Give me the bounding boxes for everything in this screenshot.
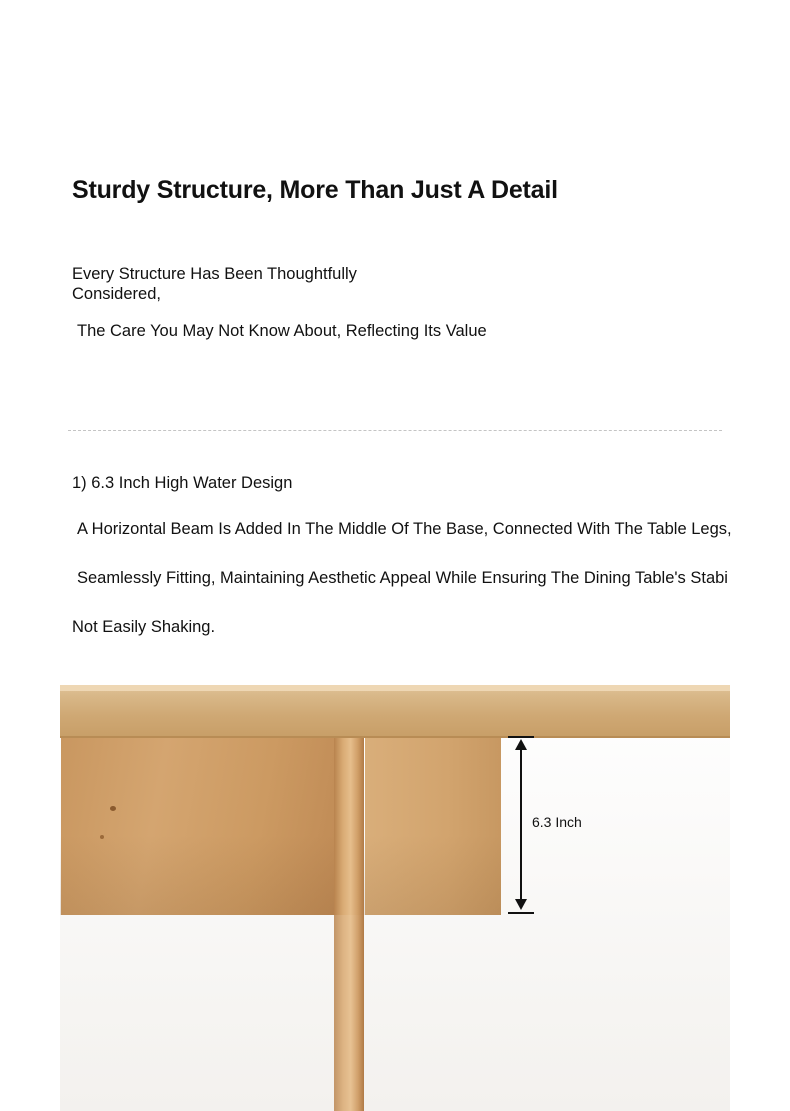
intro-line-1: Every Structure Has Been Thoughtfully (72, 265, 357, 283)
section-body-line-3: Not Easily Shaking. (72, 618, 216, 636)
intro-line-2: Considered, (72, 285, 161, 303)
section-heading: 1) 6.3 Inch High Water Design (72, 474, 293, 492)
intro-line-3: The Care You May Not Know About, Reflecting Its Value (77, 322, 487, 340)
dimension-tick-bottom (508, 912, 534, 914)
wood-knot (110, 806, 116, 811)
dimension-line (520, 745, 522, 905)
table-top (60, 685, 730, 738)
table-product-photo (60, 685, 730, 1111)
section-body-line-1: A Horizontal Beam Is Added In The Middle Of The Base, Connected With The Table Legs, (77, 520, 732, 538)
section-body-line-2: Seamlessly Fitting, Maintaining Aesthetic Appeal While Ensuring The Dining Table's Stabi (77, 569, 728, 587)
dimension-label: 6.3 Inch (532, 814, 582, 830)
page-title: Sturdy Structure, More Than Just A Detail (72, 176, 558, 204)
wood-knot (100, 835, 104, 839)
dashed-divider (68, 430, 722, 431)
arrow-down-icon (515, 899, 527, 910)
apron-shadow (60, 835, 501, 915)
dimension-tick-top (508, 736, 534, 738)
table-leg-shade (334, 915, 364, 1111)
